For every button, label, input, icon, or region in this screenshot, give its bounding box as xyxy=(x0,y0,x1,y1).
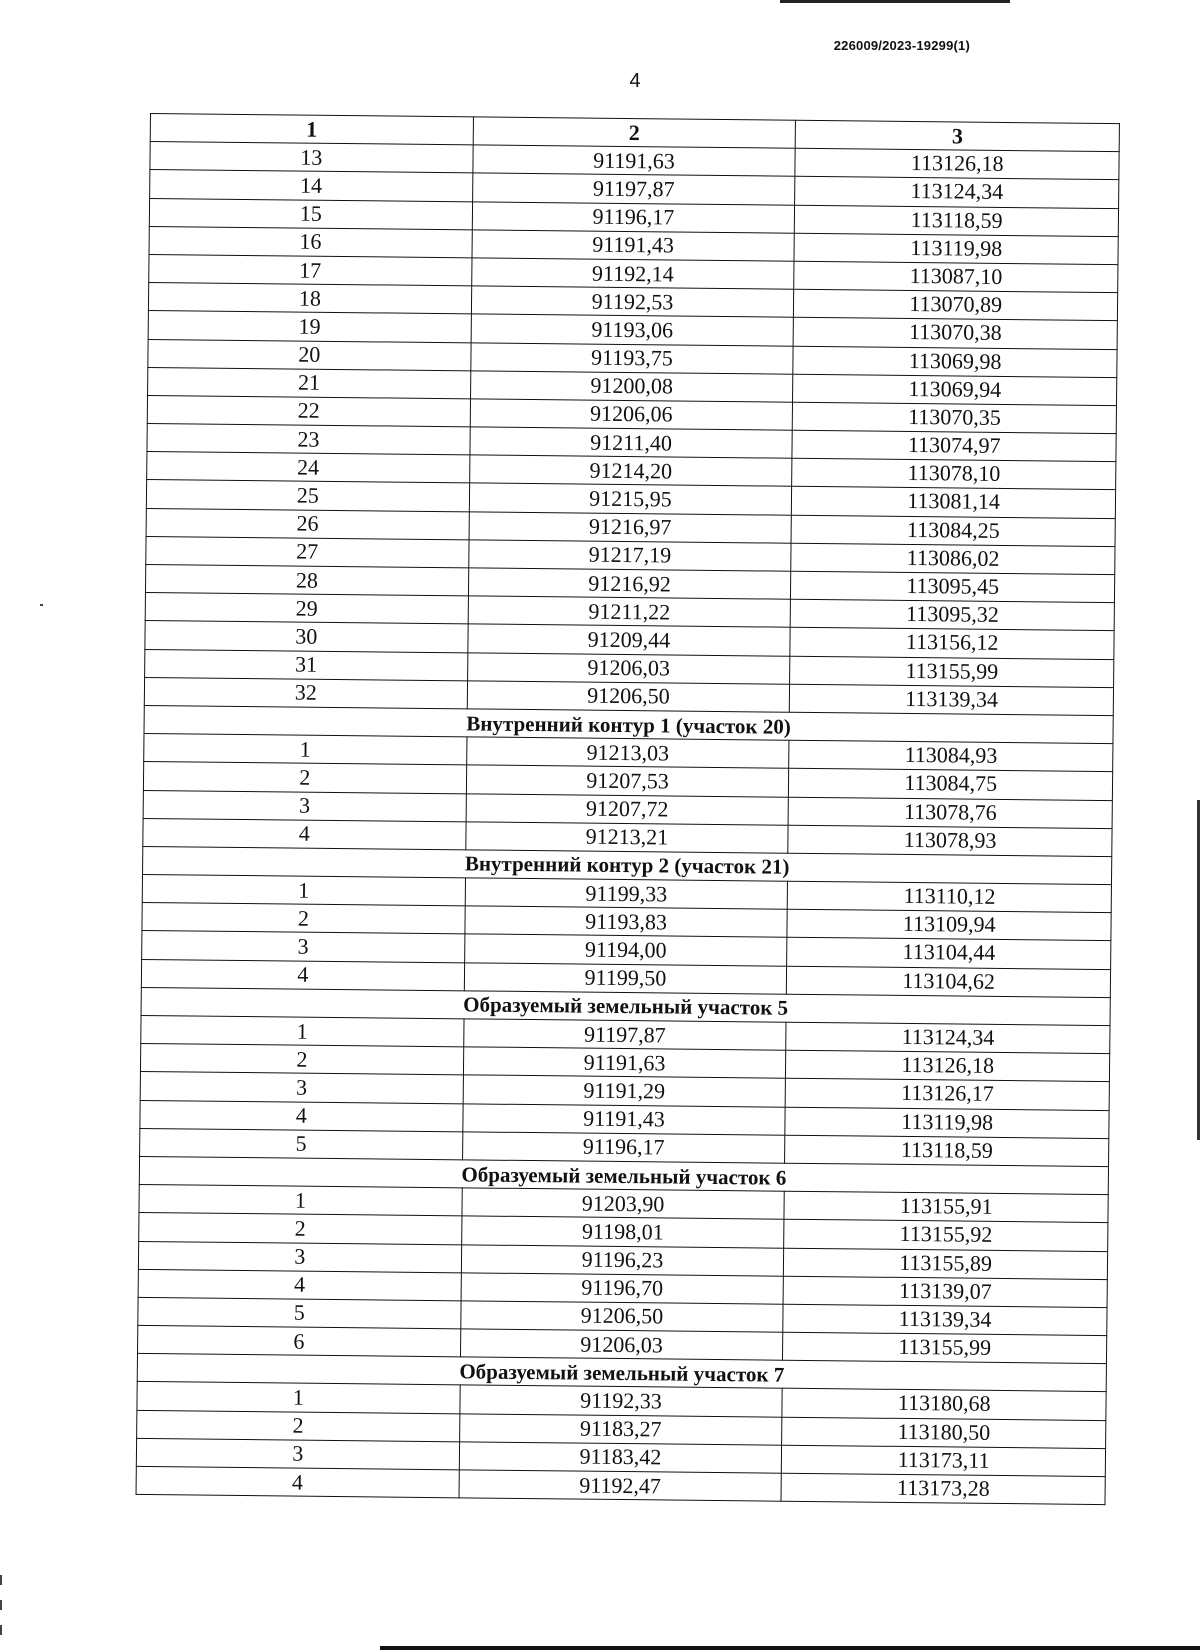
point-number-cell: 5 xyxy=(140,1128,463,1160)
bottom-edge-line xyxy=(380,1646,1200,1650)
point-number-cell: 4 xyxy=(136,1466,459,1498)
y-coordinate-cell: 113078,10 xyxy=(792,458,1116,490)
x-coordinate-cell: 91191,29 xyxy=(463,1075,786,1107)
top-edge-mark xyxy=(780,0,1010,3)
y-coordinate-cell: 113173,11 xyxy=(782,1445,1106,1477)
x-coordinate-cell: 91209,44 xyxy=(468,624,791,656)
point-number-cell: 3 xyxy=(143,790,466,822)
x-coordinate-cell: 91198,01 xyxy=(461,1216,784,1248)
y-coordinate-cell: 113109,94 xyxy=(787,909,1111,941)
point-number-cell: 2 xyxy=(143,762,466,794)
point-number-cell: 3 xyxy=(142,931,465,963)
y-coordinate-cell: 113069,94 xyxy=(793,374,1117,406)
y-coordinate-cell: 113118,59 xyxy=(785,1135,1109,1167)
y-coordinate-cell: 113139,34 xyxy=(790,684,1114,716)
page-number: 4 xyxy=(629,70,641,92)
point-number-cell: 16 xyxy=(149,226,472,258)
y-coordinate-cell: 113124,34 xyxy=(795,177,1119,209)
scan-edge-dash xyxy=(0,1600,2,1610)
point-number-cell: 27 xyxy=(146,536,469,568)
x-coordinate-cell: 91192,33 xyxy=(460,1385,783,1417)
column-header-2: 2 xyxy=(473,117,796,149)
point-number-cell: 23 xyxy=(147,424,470,456)
point-number-cell: 32 xyxy=(144,677,467,709)
x-coordinate-cell: 91214,20 xyxy=(469,455,792,487)
point-number-cell: 1 xyxy=(142,875,465,907)
point-number-cell: 22 xyxy=(147,395,470,427)
point-number-cell: 14 xyxy=(150,170,473,202)
point-number-cell: 17 xyxy=(149,254,472,286)
y-coordinate-cell: 113110,12 xyxy=(788,881,1112,913)
x-coordinate-cell: 91183,42 xyxy=(459,1442,782,1474)
document-number: 226009/2023-19299(1) xyxy=(833,38,970,53)
y-coordinate-cell: 113069,98 xyxy=(793,346,1117,378)
x-coordinate-cell: 91206,50 xyxy=(460,1301,783,1333)
y-coordinate-cell: 113126,17 xyxy=(785,1079,1109,1111)
x-coordinate-cell: 91213,21 xyxy=(465,822,788,854)
x-coordinate-cell: 91206,50 xyxy=(467,681,790,713)
x-coordinate-cell: 91193,83 xyxy=(465,906,788,938)
y-coordinate-cell: 113095,32 xyxy=(790,599,1114,631)
x-coordinate-cell: 91199,50 xyxy=(464,962,787,994)
y-coordinate-cell: 113155,99 xyxy=(783,1332,1107,1364)
point-number-cell: 2 xyxy=(140,1044,463,1076)
y-coordinate-cell: 113156,12 xyxy=(790,628,1114,660)
x-coordinate-cell: 91192,14 xyxy=(471,258,794,290)
point-number-cell: 5 xyxy=(138,1297,461,1329)
table-body xyxy=(136,142,1119,1505)
x-coordinate-cell: 91207,53 xyxy=(466,765,789,797)
point-number-cell: 18 xyxy=(148,283,471,315)
section-title: Внутренний контур 2 (участок 21) xyxy=(143,846,1112,884)
y-coordinate-cell: 113155,92 xyxy=(784,1220,1108,1252)
point-number-cell: 15 xyxy=(149,198,472,230)
coordinates-table xyxy=(136,113,1120,1505)
y-coordinate-cell: 113126,18 xyxy=(795,148,1119,180)
column-header-3: 3 xyxy=(796,120,1120,152)
y-coordinate-cell: 113139,34 xyxy=(783,1304,1107,1336)
x-coordinate-cell: 91207,72 xyxy=(466,793,789,825)
x-coordinate-cell: 91197,87 xyxy=(472,173,795,205)
x-coordinate-cell: 91216,97 xyxy=(469,511,792,543)
y-coordinate-cell: 113086,02 xyxy=(791,543,1115,575)
y-coordinate-cell: 113155,91 xyxy=(784,1191,1108,1223)
x-coordinate-cell: 91211,40 xyxy=(470,427,793,459)
point-number-cell: 30 xyxy=(145,621,468,653)
x-coordinate-cell: 91199,33 xyxy=(465,878,788,910)
point-number-cell: 24 xyxy=(147,452,470,484)
x-coordinate-cell: 91215,95 xyxy=(469,483,792,515)
section-title: Образуемый земельный участок 6 xyxy=(139,1156,1108,1194)
x-coordinate-cell: 91200,08 xyxy=(470,371,793,403)
x-coordinate-cell: 91191,63 xyxy=(473,145,796,177)
x-coordinate-cell: 91194,00 xyxy=(464,934,787,966)
y-coordinate-cell: 113124,34 xyxy=(786,1022,1110,1054)
y-coordinate-cell: 113084,93 xyxy=(789,740,1113,772)
point-number-cell: 20 xyxy=(148,339,471,371)
point-number-cell: 2 xyxy=(139,1213,462,1245)
point-number-cell: 4 xyxy=(141,959,464,991)
point-number-cell: 6 xyxy=(138,1326,461,1358)
y-coordinate-cell: 113074,97 xyxy=(792,430,1116,462)
x-coordinate-cell: 91213,03 xyxy=(466,737,789,769)
column-header-1: 1 xyxy=(150,114,473,146)
x-coordinate-cell: 91206,03 xyxy=(467,652,790,684)
y-coordinate-cell: 113087,10 xyxy=(794,261,1118,293)
y-coordinate-cell: 113081,14 xyxy=(792,487,1116,519)
point-number-cell: 2 xyxy=(137,1410,460,1442)
y-coordinate-cell: 113119,98 xyxy=(785,1107,1109,1139)
scan-artifact xyxy=(40,604,43,606)
point-number-cell: 3 xyxy=(136,1438,459,1470)
point-number-cell: 13 xyxy=(150,142,473,174)
x-coordinate-cell: 91196,17 xyxy=(472,201,795,233)
point-number-cell: 1 xyxy=(144,734,467,766)
point-number-cell: 21 xyxy=(148,367,471,399)
y-coordinate-cell: 113155,89 xyxy=(784,1248,1108,1280)
y-coordinate-cell: 113104,44 xyxy=(787,938,1111,970)
x-coordinate-cell: 91191,43 xyxy=(463,1103,786,1135)
x-coordinate-cell: 91193,75 xyxy=(470,342,793,374)
point-number-cell: 29 xyxy=(145,593,468,625)
point-number-cell: 3 xyxy=(138,1241,461,1273)
y-coordinate-cell: 113173,28 xyxy=(781,1473,1105,1505)
point-number-cell: 4 xyxy=(143,818,466,850)
point-number-cell: 25 xyxy=(146,480,469,512)
y-coordinate-cell: 113180,68 xyxy=(782,1389,1106,1421)
section-title: Образуемый земельный участок 5 xyxy=(141,987,1110,1025)
x-coordinate-cell: 91183,27 xyxy=(459,1413,782,1445)
point-number-cell: 4 xyxy=(138,1269,461,1301)
y-coordinate-cell: 113078,76 xyxy=(788,797,1112,829)
x-coordinate-cell: 91196,70 xyxy=(461,1273,784,1305)
y-coordinate-cell: 113078,93 xyxy=(788,825,1112,857)
x-coordinate-cell: 91191,63 xyxy=(463,1047,786,1079)
point-number-cell: 31 xyxy=(145,649,468,681)
y-coordinate-cell: 113119,98 xyxy=(794,233,1118,265)
point-number-cell: 1 xyxy=(141,1015,464,1047)
y-coordinate-cell: 113126,18 xyxy=(786,1050,1110,1082)
x-coordinate-cell: 91216,92 xyxy=(468,568,791,600)
y-coordinate-cell: 113070,35 xyxy=(793,402,1117,434)
y-coordinate-cell: 113084,25 xyxy=(791,515,1115,547)
section-title: Образуемый земельный участок 7 xyxy=(137,1354,1106,1392)
x-coordinate-cell: 91191,43 xyxy=(472,230,795,262)
scan-edge-dash xyxy=(0,1575,2,1585)
point-number-cell: 4 xyxy=(140,1100,463,1132)
x-coordinate-cell: 91206,06 xyxy=(470,399,793,431)
section-title: Внутренний контур 1 (участок 20) xyxy=(144,705,1113,743)
x-coordinate-cell: 91196,17 xyxy=(462,1132,785,1164)
x-coordinate-cell: 91211,22 xyxy=(468,596,791,628)
y-coordinate-cell: 113084,75 xyxy=(789,769,1113,801)
y-coordinate-cell: 113155,99 xyxy=(790,656,1114,688)
y-coordinate-cell: 113070,38 xyxy=(793,318,1117,350)
x-coordinate-cell: 91192,47 xyxy=(459,1470,782,1502)
y-coordinate-cell: 113104,62 xyxy=(787,966,1111,998)
point-number-cell: 1 xyxy=(137,1382,460,1414)
y-coordinate-cell: 113180,50 xyxy=(782,1417,1106,1449)
x-coordinate-cell: 91217,19 xyxy=(468,540,791,572)
y-coordinate-cell: 113118,59 xyxy=(795,205,1119,237)
point-number-cell: 1 xyxy=(139,1185,462,1217)
y-coordinate-cell: 113139,07 xyxy=(783,1276,1107,1308)
point-number-cell: 3 xyxy=(140,1072,463,1104)
point-number-cell: 19 xyxy=(148,311,471,343)
x-coordinate-cell: 91206,03 xyxy=(460,1329,783,1361)
point-number-cell: 2 xyxy=(142,903,465,935)
x-coordinate-cell: 91196,23 xyxy=(461,1244,784,1276)
x-coordinate-cell: 91192,53 xyxy=(471,286,794,318)
coordinates-table-wrapper xyxy=(136,113,1120,1505)
x-coordinate-cell: 91203,90 xyxy=(462,1188,785,1220)
scan-edge-dash xyxy=(0,1625,2,1635)
point-number-cell: 28 xyxy=(145,564,468,596)
x-coordinate-cell: 91193,06 xyxy=(471,314,794,346)
point-number-cell: 26 xyxy=(146,508,469,540)
y-coordinate-cell: 113095,45 xyxy=(791,571,1115,603)
y-coordinate-cell: 113070,89 xyxy=(794,289,1118,321)
x-coordinate-cell: 91197,87 xyxy=(463,1019,786,1051)
